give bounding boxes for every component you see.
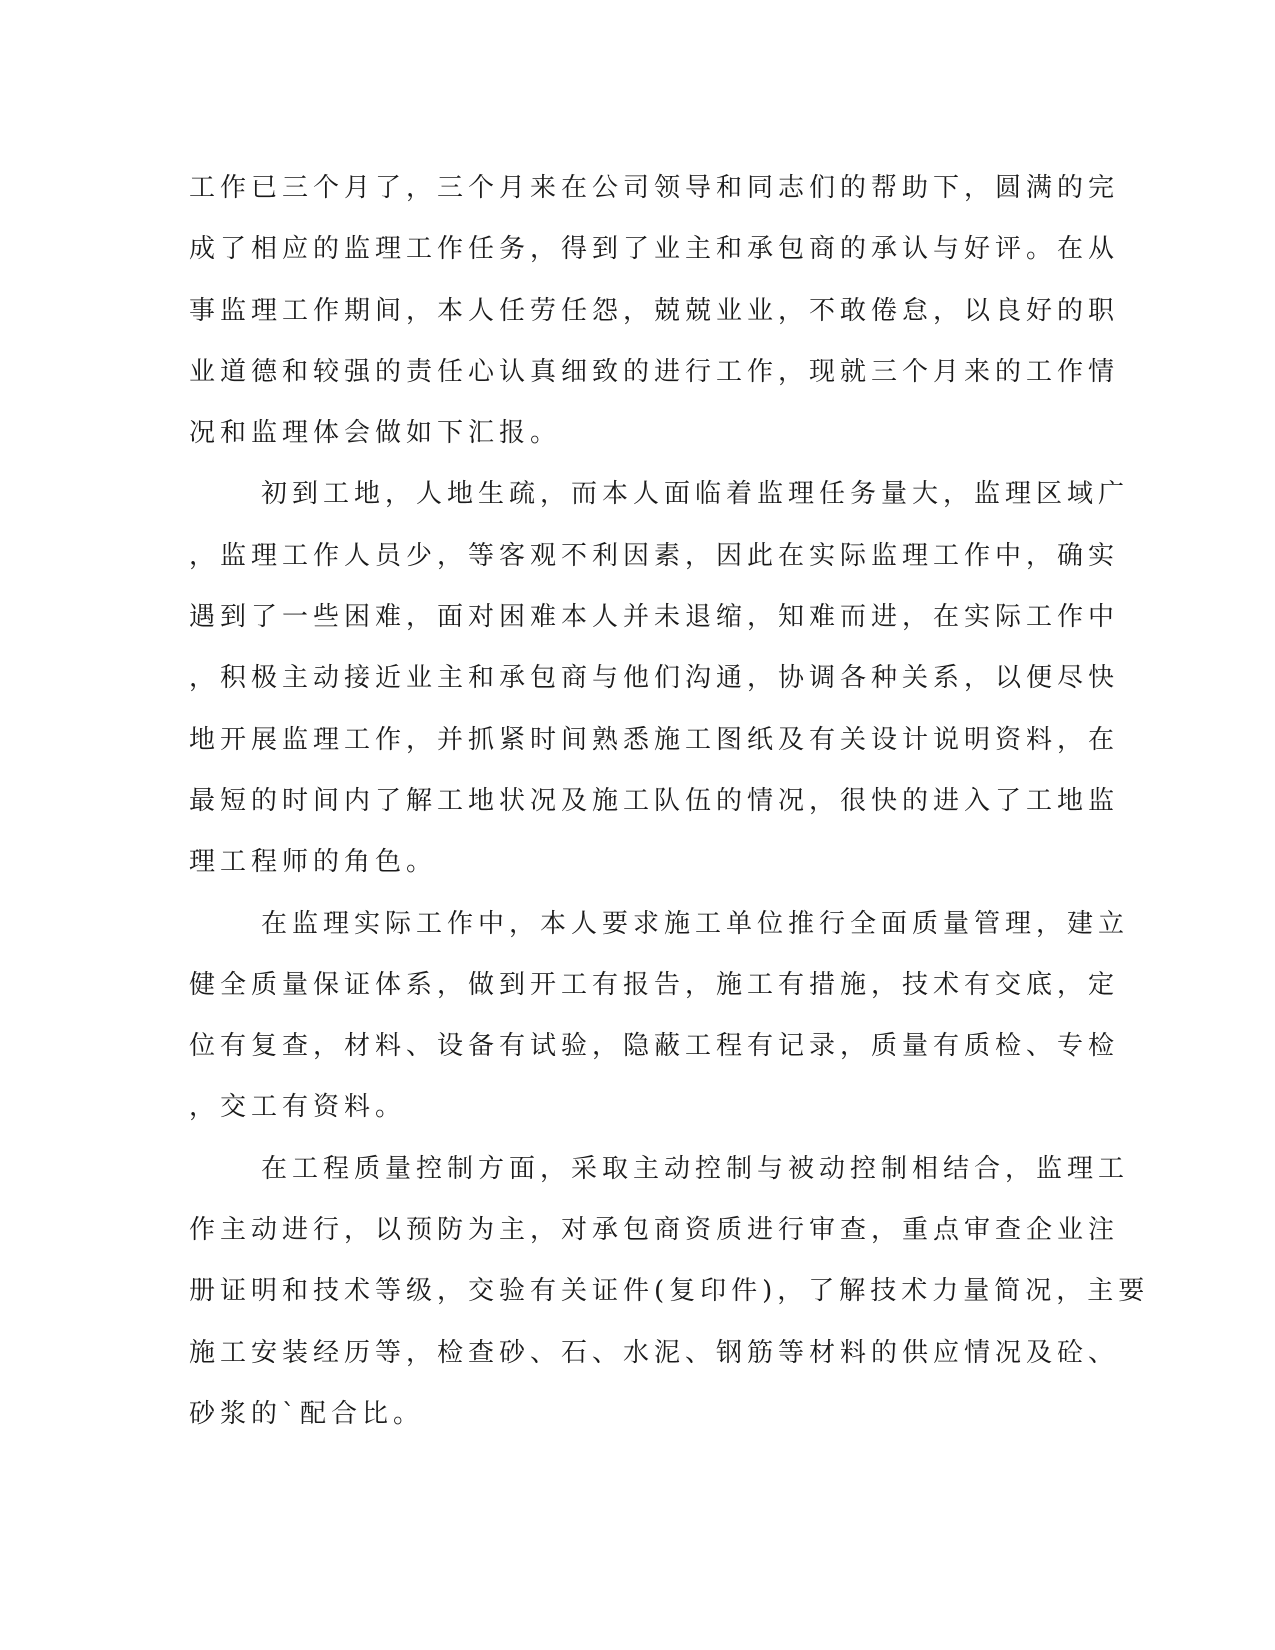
- text-line: 施工安装经历等，检查砂、石、水泥、钢筋等材料的供应情况及砼、: [189, 1337, 1120, 1368]
- text-line: 砂浆的`配合比。: [189, 1398, 425, 1429]
- text-line: 地开展监理工作，并抓紧时间熟悉施工图纸及有关设计说明资料，在: [189, 724, 1120, 755]
- text-line: ，积极主动接近业主和承包商与他们沟通，协调各种关系，以便尽快: [189, 663, 1120, 694]
- paragraph-start-line: 在工程质量控制方面，采取主动控制与被动控制相结合，监理工: [261, 1153, 1130, 1184]
- text-line: 业道德和较强的责任心认真细致的进行工作，现就三个月来的工作情: [189, 356, 1120, 387]
- text-line: 成了相应的监理工作任务，得到了业主和承包商的承认与好评。在从: [189, 234, 1120, 265]
- text-line: 遇到了一些困难，面对困难本人并未退缩，知难而进，在实际工作中: [189, 602, 1120, 633]
- paragraph-start-line: 在监理实际工作中，本人要求施工单位推行全面质量管理，建立: [261, 908, 1130, 939]
- text-line: 最短的时间内了解工地状况及施工队伍的情况，很快的进入了工地监: [189, 785, 1120, 816]
- text-line: ，监理工作人员少，等客观不利因素，因此在实际监理工作中，确实: [189, 540, 1120, 571]
- text-line: 册证明和技术等级，交验有关证件(复印件)，了解技术力量简况，主要: [189, 1276, 1150, 1307]
- paragraph-start-line: 初到工地，人地生疏，而本人面临着监理任务量大，监理区域广: [261, 479, 1130, 510]
- text-line: 健全质量保证体系，做到开工有报告，施工有措施，技术有交底，定: [189, 969, 1120, 1000]
- document-body: [189, 158, 1150, 1445]
- text-line: 工作已三个月了，三个月来在公司领导和同志们的帮助下，圆满的完: [189, 173, 1120, 203]
- text-line: 况和监理体会做如下汇报。: [189, 418, 562, 449]
- text-line: 作主动进行，以预防为主，对承包商资质进行审查，重点审查企业注: [189, 1215, 1120, 1246]
- text-line: ，交工有资料。: [189, 1092, 407, 1123]
- text-line: 理工程师的角色。: [189, 847, 438, 878]
- text-line: 事监理工作期间，本人任劳任怨，兢兢业业，不敢倦怠，以良好的职: [189, 295, 1120, 326]
- text-line: 位有复查，材料、设备有试验，隐蔽工程有记录，质量有质检、专检: [189, 1031, 1120, 1062]
